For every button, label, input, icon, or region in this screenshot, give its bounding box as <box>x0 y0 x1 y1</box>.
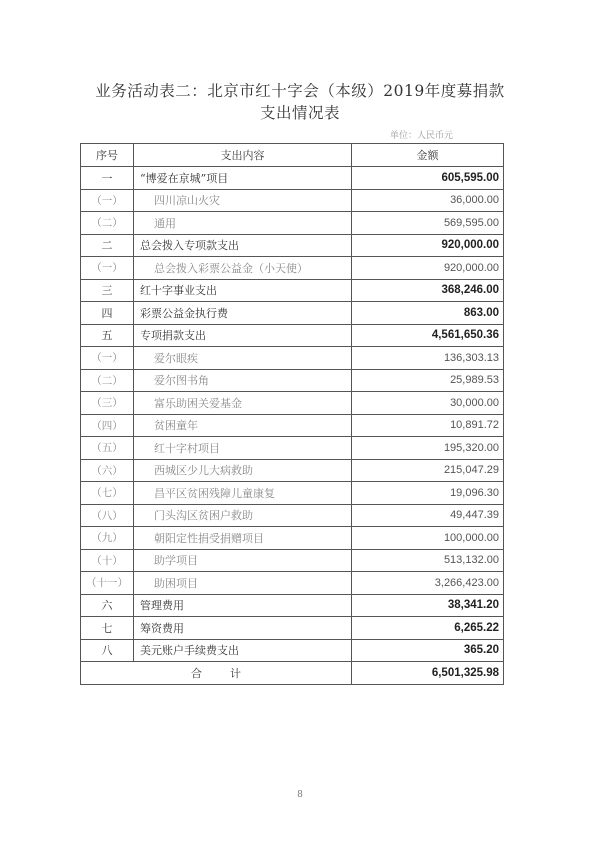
row-content: 助困项目 <box>134 572 352 595</box>
row-amount: 365.20 <box>352 639 504 662</box>
table-row <box>81 617 504 640</box>
unit-label: 单位：人民币元 <box>390 131 454 141</box>
row-seq: 二 <box>81 234 134 257</box>
row-content: 朝阳定性捐受捐赠项目 <box>134 527 352 550</box>
total-row <box>81 662 504 685</box>
row-amount: 863.00 <box>352 302 504 325</box>
table-row <box>81 189 504 212</box>
row-content: 四川凉山火灾 <box>134 189 352 212</box>
row-amount: 10,891.72 <box>352 414 504 437</box>
row-amount: 30,000.00 <box>352 392 504 415</box>
row-amount: 100,000.00 <box>352 527 504 550</box>
row-amount: 36,000.00 <box>352 189 504 212</box>
total-label: 合计 <box>81 662 352 685</box>
row-amount: 38,341.20 <box>352 594 504 617</box>
row-content: 红十字村项目 <box>134 437 352 460</box>
table-row <box>81 459 504 482</box>
row-seq: （四） <box>81 414 134 437</box>
row-seq: （六） <box>81 459 134 482</box>
row-amount: 4,561,650.36 <box>352 324 504 347</box>
table-row <box>81 504 504 527</box>
row-seq: （十） <box>81 549 134 572</box>
table-row <box>81 212 504 235</box>
row-seq: （八） <box>81 504 134 527</box>
row-content: 筹资费用 <box>134 617 352 640</box>
table-row <box>81 302 504 325</box>
table-row <box>81 572 504 595</box>
row-content: 爱尔图书角 <box>134 369 352 392</box>
row-seq: （一） <box>81 347 134 370</box>
table-row <box>81 257 504 280</box>
row-seq: （九） <box>81 527 134 550</box>
row-content: 总会拨入彩票公益金（小天使） <box>134 257 352 280</box>
row-content: 贫困童年 <box>134 414 352 437</box>
row-content: 美元账户手续费支出 <box>134 639 352 662</box>
row-content: 彩票公益金执行费 <box>134 302 352 325</box>
row-amount: 215,047.29 <box>352 459 504 482</box>
row-amount: 25,989.53 <box>352 369 504 392</box>
table-row <box>81 414 504 437</box>
total-amount: 6,501,325.98 <box>352 662 504 685</box>
row-amount: 6,265.22 <box>352 617 504 640</box>
row-content: 通用 <box>134 212 352 235</box>
row-content: 管理费用 <box>134 594 352 617</box>
row-seq: 八 <box>81 639 134 662</box>
row-content: “博爱在京城”项目 <box>134 167 352 190</box>
row-amount: 195,320.00 <box>352 437 504 460</box>
row-content: 昌平区贫困残障儿童康复 <box>134 482 352 505</box>
row-seq: 五 <box>81 324 134 347</box>
page-number: 8 <box>297 790 303 800</box>
row-amount: 49,447.39 <box>352 504 504 527</box>
row-seq: （一） <box>81 189 134 212</box>
table-header-row <box>81 144 504 167</box>
table-row <box>81 549 504 572</box>
row-amount: 513,132.00 <box>352 549 504 572</box>
row-amount: 136,303.13 <box>352 347 504 370</box>
row-seq: （七） <box>81 482 134 505</box>
row-content: 爱尔眼疾 <box>134 347 352 370</box>
row-seq: （二） <box>81 212 134 235</box>
row-content: 富乐助困关爱基金 <box>134 392 352 415</box>
header-seq: 序号 <box>81 144 134 167</box>
table-row <box>81 324 504 347</box>
row-amount: 3,266,423.00 <box>352 572 504 595</box>
table-row <box>81 167 504 190</box>
row-seq: （十一） <box>81 572 134 595</box>
row-content: 西城区少儿大病救助 <box>134 459 352 482</box>
table-row <box>81 279 504 302</box>
row-amount: 605,595.00 <box>352 167 504 190</box>
row-seq: 六 <box>81 594 134 617</box>
row-content: 门头沟区贫困户救助 <box>134 504 352 527</box>
table-row <box>81 234 504 257</box>
table-row <box>81 482 504 505</box>
header-amount: 金额 <box>352 144 504 167</box>
header-content: 支出内容 <box>134 144 352 167</box>
table-row <box>81 347 504 370</box>
table-row <box>81 392 504 415</box>
title-line-1: 业务活动表二：北京市红十字会（本级）2019年度募捐款 <box>95 82 505 100</box>
row-content: 专项捐款支出 <box>134 324 352 347</box>
table-row <box>81 369 504 392</box>
row-seq: （五） <box>81 437 134 460</box>
row-seq: 四 <box>81 302 134 325</box>
table-row <box>81 437 504 460</box>
row-amount: 19,096.30 <box>352 482 504 505</box>
row-content: 红十字事业支出 <box>134 279 352 302</box>
title-line-2: 支出情况表 <box>259 104 340 122</box>
row-content: 总会拨入专项款支出 <box>134 234 352 257</box>
row-amount: 569,595.00 <box>352 212 504 235</box>
row-amount: 920,000.00 <box>352 257 504 280</box>
table-row <box>81 527 504 550</box>
expense-table <box>80 143 504 685</box>
row-seq: （三） <box>81 392 134 415</box>
document-title <box>0 80 600 124</box>
row-seq: 三 <box>81 279 134 302</box>
row-amount: 920,000.00 <box>352 234 504 257</box>
row-seq: （一） <box>81 257 134 280</box>
row-seq: 七 <box>81 617 134 640</box>
row-seq: （二） <box>81 369 134 392</box>
row-amount: 368,246.00 <box>352 279 504 302</box>
table-body <box>81 167 504 662</box>
table-row <box>81 639 504 662</box>
row-seq: 一 <box>81 167 134 190</box>
table-row <box>81 594 504 617</box>
row-content: 助学项目 <box>134 549 352 572</box>
